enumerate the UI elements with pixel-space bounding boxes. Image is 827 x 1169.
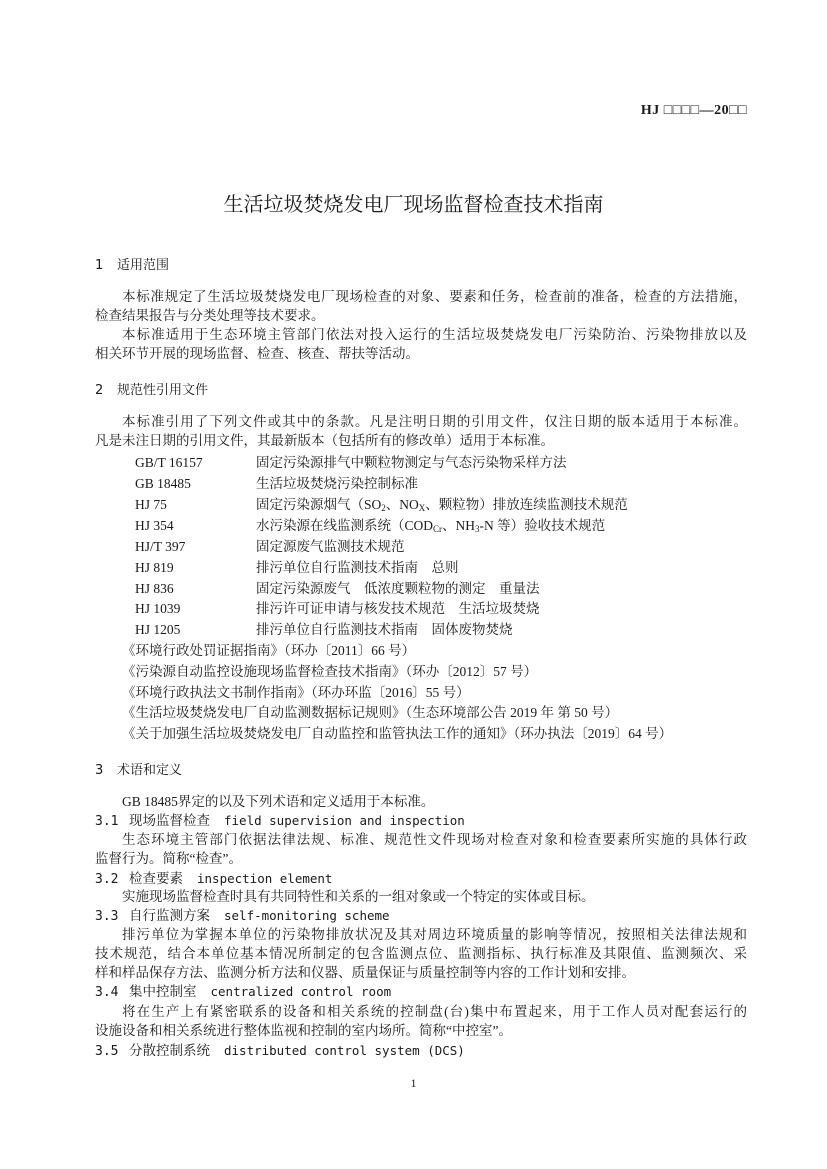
term-number: 3.3 (95, 909, 119, 924)
reference-code: HJ 836 (135, 581, 174, 596)
term-english: distributed control system (DCS) (224, 1043, 465, 1058)
paragraph-line: 生态环境主管部门依据法律法规、标准、规范性文件现场对检查对象和检查要素所实施的具体行政 (122, 832, 747, 847)
reference-title: 排污单位自行监测技术指南 总则 (256, 560, 459, 575)
reference-title: 排污许可证申请与核发技术规范 生活垃圾焚烧 (256, 601, 540, 616)
text: 固定污染源烟气（SO (256, 497, 382, 512)
reference-code: HJ 1039 (135, 601, 181, 616)
paragraph-line: 实施现场监督检查时具有共同特性和关系的一组对象或一个特定的实体或目标。 (122, 889, 595, 904)
reference-item (135, 620, 513, 640)
subscript: X (418, 503, 426, 513)
term-chinese: 分散控制系统 (129, 1043, 210, 1059)
reference-item (135, 495, 628, 515)
section-number: 2 (95, 383, 104, 398)
term-number: 3.2 (95, 872, 119, 887)
paragraph-line: 本标准规定了生活垃圾焚烧发电厂现场检查的对象、要素和任务，检查前的准备，检查的方法措施， (122, 289, 747, 304)
term-chinese: 检查要素 (129, 871, 183, 887)
reference-title (256, 497, 628, 512)
term-number: 3.4 (95, 985, 119, 1000)
reference-document: 《生活垃圾焚烧发电厂自动监测数据标记规则》（生态环境部公告 2019 年 第 50 号） (122, 705, 619, 720)
section-2-heading (95, 379, 208, 398)
paragraph-line: 相关环节开展的现场监督、检查、核查、帮扶等活动。 (95, 346, 419, 361)
paragraph-line: 将在生产上有紧密联系的设备和相关系统的控制盘(台)集中布置起来，用于工作人员对配套运行的 (122, 1004, 747, 1019)
paragraph-line: 样和样品保存方法、监测分析方法和仪器、质量保证与质量控制等内容的工作计划和安排。 (95, 965, 635, 980)
reference-item (135, 516, 605, 536)
reference-item (135, 579, 540, 599)
reference-title: 排污单位自行监测技术指南 固体废物焚烧 (256, 622, 513, 637)
paragraph-line: 凡是未注日期的引用文件，其最新版本（包括所有的修改单）适用于本标准。 (95, 433, 554, 448)
subscript: 2 (381, 503, 386, 513)
reference-title (256, 518, 605, 533)
section-number: 3 (95, 763, 104, 778)
section-3-heading (95, 759, 182, 778)
term-heading (95, 1041, 465, 1060)
term-english: centralized control room (210, 984, 392, 999)
reference-item (135, 599, 540, 619)
term-chinese: 现场监督检查 (129, 813, 210, 829)
page-number: 1 (410, 1076, 417, 1090)
reference-code: HJ 1205 (135, 622, 181, 637)
reference-item (135, 474, 418, 494)
paragraph-line: 设施设备和相关系统进行整体监视和控制的室内场所。简称“中控室”。 (95, 1023, 512, 1038)
section-title: 适用范围 (117, 258, 170, 273)
reference-code: GB/T 16157 (135, 455, 203, 470)
term-heading (95, 811, 465, 830)
text: 水污染源在线监测系统（COD (256, 518, 434, 533)
page-title: 生活垃圾焚烧发电厂现场监督检查技术指南 (223, 192, 604, 216)
text: 、颗粒物）排放连续监测技术规范 (425, 497, 628, 512)
reference-document: 《环境行政处罚证据指南》（环办〔2011〕66 号） (122, 643, 416, 658)
term-english: self-monitoring scheme (224, 908, 390, 923)
reference-title: 固定污染源排气中颗粒物测定与气态污染物采样方法 (256, 455, 567, 470)
standard-code: HJ □□□□—20□□ (640, 103, 747, 118)
term-number: 3.1 (95, 814, 119, 829)
paragraph-line: 排污单位为掌握本单位的污染物排放状况及其对周边环境质量的影响等情况，按照相关法律法规和 (122, 927, 747, 942)
reference-document: 《关于加强生活垃圾焚烧发电厂自动监控和监管执法工作的通知》（环办执法〔2019〕64 号） (122, 726, 673, 741)
term-english: field supervision and inspection (224, 813, 465, 828)
reference-code: HJ/T 397 (135, 539, 186, 554)
reference-item (135, 537, 405, 557)
text: -N 等）验收技术规范 (479, 518, 606, 533)
reference-title: 固定源废气监测技术规范 (256, 539, 405, 554)
reference-title: 生活垃圾焚烧污染控制标准 (256, 476, 418, 491)
reference-code: GB 18485 (135, 476, 191, 491)
subscript: Cr (433, 524, 443, 534)
subscript: 3 (475, 524, 480, 534)
reference-title: 固定污染源废气 低浓度颗粒物的测定 重量法 (256, 581, 540, 596)
reference-document: 《污染源自动监控设施现场监督检查技术指南》（环办〔2012〕57 号） (122, 664, 538, 679)
section-title: 术语和定义 (117, 763, 183, 778)
reference-document: 《环境行政执法文书制作指南》（环办环监〔2016〕55 号） (122, 685, 470, 700)
paragraph-line: 本标准适用于生态环境主管部门依法对投入运行的生活垃圾焚烧发电厂污染防治、污染物排放以及 (122, 327, 747, 342)
reference-code: HJ 819 (135, 560, 174, 575)
term-number: 3.5 (95, 1044, 119, 1059)
term-heading (95, 869, 332, 888)
paragraph-line: 技术规范，结合本单位基本情况所制定的包含监测点位、监测指标、执行标准及其限值、监测频次、采 (95, 946, 747, 961)
term-heading (95, 906, 390, 925)
text: 、NH (442, 518, 476, 533)
paragraph-line: 本标准引用了下列文件或其中的条款。凡是注明日期的引用文件，仅注日期的版本适用于本标准。 (122, 414, 747, 429)
reference-code: HJ 75 (135, 497, 167, 512)
section-1-heading (95, 254, 169, 273)
section-title: 规范性引用文件 (117, 383, 209, 398)
reference-item (135, 558, 459, 578)
paragraph-line: GB 18485界定的以及下列术语和定义适用于本标准。 (122, 794, 435, 809)
term-chinese: 自行监测方案 (129, 908, 210, 924)
term-english: inspection element (197, 871, 333, 886)
reference-code: HJ 354 (135, 518, 174, 533)
text: 、NO (385, 497, 419, 512)
paragraph-line: 监督行为。简称“检查”。 (95, 851, 242, 866)
paragraph-line: 检查结果报告与分类处理等技术要求。 (95, 308, 325, 323)
term-heading (95, 982, 391, 1001)
section-number: 1 (95, 258, 104, 273)
term-chinese: 集中控制室 (129, 984, 197, 1000)
reference-item (135, 453, 567, 473)
